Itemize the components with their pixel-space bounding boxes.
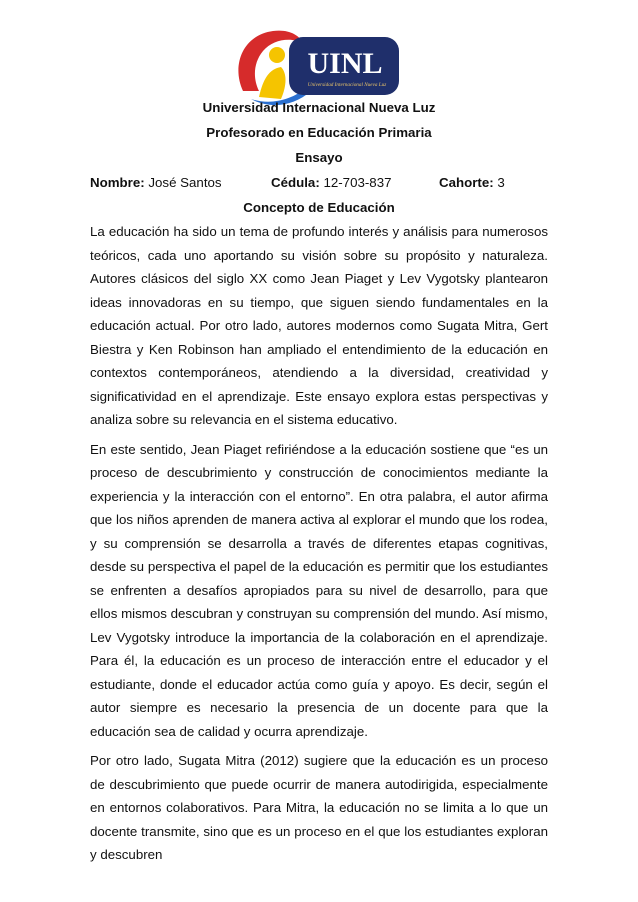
student-name-field [90, 174, 222, 192]
cohorte-value: 3 [497, 175, 505, 190]
paragraph: La educación ha sido un tema de profundo interés y análisis para numerosos teóricos, cada uno aportando su visión sobre su propósito y naturaleza. Autores clásicos del siglo XX como Jean Piaget y Lev Vygotsky plantearon ideas innovadoras en su tiempo, que siguen siendo fundamentales en la educación actual. Por otro lado, autores modernos como Sugata Mitra, Gert Biestra y Ken Robinson han ampliado el entendimiento de la educación en contextos contemporáneos, atendiendo a la diversidad, creatividad y significatividad en el aprendizaje. Este ensayo explora estas perspectivas y analiza sobre su relevancia en el sistema educativo. [90, 224, 548, 427]
program-name: Profesorado en Educación Primaria [206, 125, 432, 140]
document-type: Ensayo [295, 150, 343, 165]
university-name: Universidad Internacional Nueva Luz [202, 100, 436, 115]
essay-body [90, 220, 548, 873]
logo-wordmark: UINL [307, 47, 383, 80]
name-label: Nombre: [90, 175, 145, 190]
cohorte-label: Cahorte: [439, 175, 494, 190]
cohorte-field [439, 174, 505, 192]
logo-subtext: Universidad Internacional Nueva Luz [307, 82, 387, 88]
cedula-label: Cédula: [271, 175, 320, 190]
name-value: José Santos [148, 175, 222, 190]
paragraph: En este sentido, Jean Piaget refiriéndose a la educación sostiene que “es un proceso de descubrimiento y construcción de conocimientos mediante la experiencia y la interacción con el entorno”. En otra palabra, el autor afirma que los niños aprenden de manera activa al explorar el mundo que los rodea, y su comprensión se desarrolla a través de diferentes etapas cognitivas, desde su perspectiva el papel de la educación es permitir que los estudiantes se enfrenten a desafíos apropiados para su nivel de desarrollo, para que ellos mismos descubran y construyan su comprensión del mundo. Así mismo, Lev Vygotsky introduce la importancia de la colaboración en el aprendizaje. Para él, la educación es un proceso de interacción entre el educador y el estudiante, donde el educador actúa como guía y apoyo. Es decir, según el autor siempre es necesario la presencia de un docente para que la educación sea de calidad y ocurra aprendizaje. [90, 441, 548, 739]
logo-body [259, 67, 286, 99]
cedula-value: 12-703-837 [323, 175, 392, 190]
university-logo [229, 25, 401, 107]
essay-title: Concepto de Educación [243, 200, 395, 215]
cedula-field [271, 174, 392, 192]
logo-head [269, 47, 285, 63]
paragraph: Por otro lado, Sugata Mitra (2012) sugiere que la educación es un proceso de descubrimiento que puede ocurrir de manera autodirigida, especialmente en entornos colaborativos. Para Mitra, la educación no se limita a lo que un docente transmite, sino que es un proceso en el que los estudiantes exploran y descubren [90, 753, 548, 862]
